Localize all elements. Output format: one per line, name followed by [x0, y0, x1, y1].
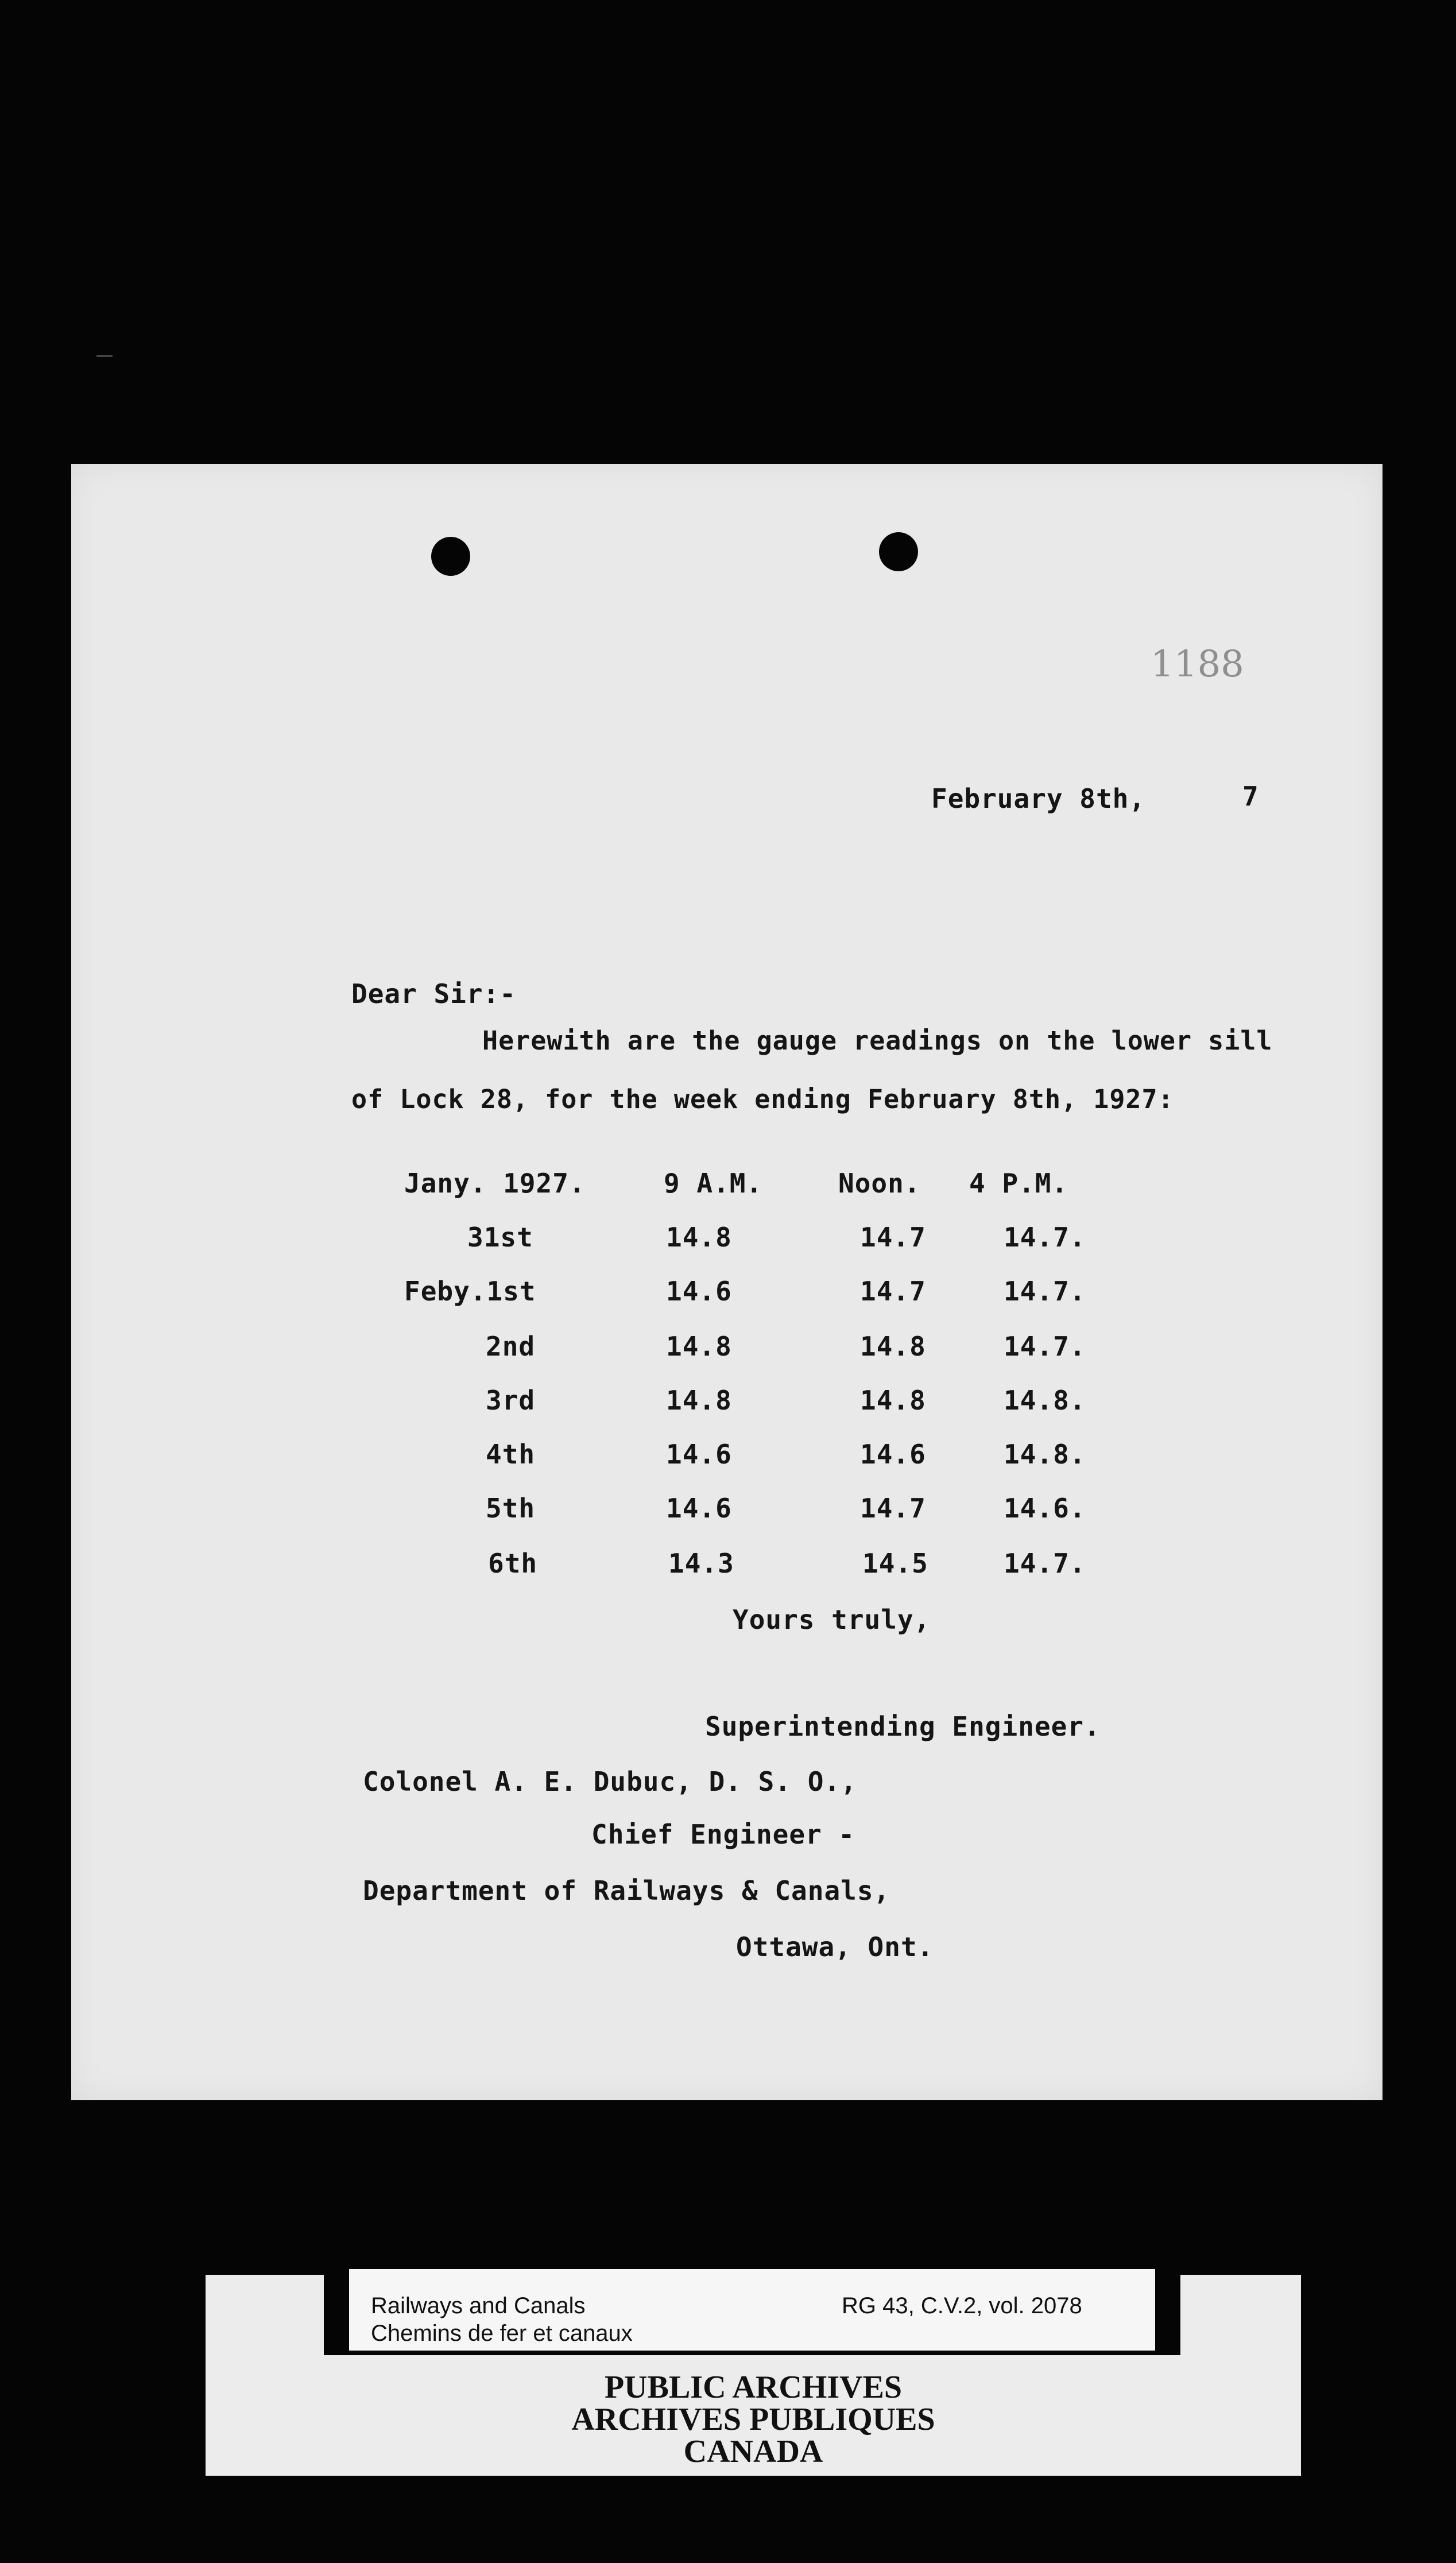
reading-9am: 14.3 [668, 1548, 734, 1579]
recipient-department: Department of Railways & Canals, [363, 1875, 890, 1906]
reading-9am: 14.8 [666, 1385, 732, 1416]
archive-reference: RG 43, C.V.2, vol. 2078 [842, 2293, 1082, 2318]
punch-hole-left [431, 537, 470, 576]
reading-4pm: 14.7. [1004, 1331, 1086, 1362]
header-noon: Noon. [838, 1168, 921, 1199]
reading-noon: 14.8 [860, 1331, 926, 1362]
salutation: Dear Sir:- [351, 978, 516, 1009]
reading-4pm: 14.6. [1004, 1493, 1086, 1524]
letter-date-trailing: 7 [1242, 781, 1259, 812]
reading-noon: 14.7 [860, 1222, 926, 1253]
header-9am: 9 A.M. [664, 1168, 763, 1199]
archive-name-en: PUBLIC ARCHIVES [604, 2370, 903, 2405]
reading-4pm: 14.7. [1004, 1222, 1086, 1253]
reading-4pm: 14.7. [1004, 1548, 1086, 1579]
body-line-2: of Lock 28, for the week ending February 8th, 1927: [351, 1084, 1174, 1114]
header-4pm: 4 P.M. [969, 1168, 1068, 1199]
closing: Yours truly, [733, 1604, 931, 1635]
reading-4pm: 14.7. [1004, 1276, 1086, 1307]
reading-noon: 14.6 [860, 1439, 926, 1470]
body-line-1: Herewith are the gauge readings on the lower sill [482, 1025, 1273, 1056]
film-edge-mark [96, 355, 113, 357]
reading-9am: 14.8 [666, 1331, 732, 1362]
reading-noon: 14.7 [860, 1276, 926, 1307]
reading-9am: 14.6 [666, 1276, 732, 1307]
archive-name-fr: ARCHIVES PUBLIQUES [571, 2402, 935, 2437]
row-date: 31st [467, 1222, 533, 1253]
letter-date: February 8th, [931, 783, 1146, 814]
file-number-stamp: 1188 [1151, 643, 1244, 686]
fonds-name-en: Railways and Canals [371, 2293, 586, 2318]
recipient-city: Ottawa, Ont. [736, 1931, 934, 1962]
row-date: 3rd [486, 1385, 536, 1416]
row-date: 5th [486, 1493, 536, 1524]
recipient-title: Chief Engineer - [591, 1819, 855, 1850]
row-date: 4th [486, 1439, 536, 1470]
reading-9am: 14.6 [666, 1493, 732, 1524]
fonds-name-fr: Chemins de fer et canaux [371, 2321, 633, 2346]
reading-4pm: 14.8. [1004, 1385, 1086, 1416]
header-date: Jany. 1927. [404, 1168, 586, 1199]
reading-noon: 14.5 [862, 1548, 928, 1579]
punch-hole-right [879, 532, 918, 571]
letter-page [71, 464, 1383, 2100]
archive-country: CANADA [683, 2434, 823, 2469]
reading-noon: 14.7 [860, 1493, 926, 1524]
row-date: 2nd [486, 1331, 536, 1362]
reading-4pm: 14.8. [1004, 1439, 1086, 1470]
reading-noon: 14.8 [860, 1385, 926, 1416]
row-date: Feby.1st [404, 1276, 536, 1307]
reading-9am: 14.8 [666, 1222, 732, 1253]
reading-9am: 14.6 [666, 1439, 732, 1470]
signature-title: Superintending Engineer. [705, 1711, 1101, 1742]
row-date: 6th [488, 1548, 538, 1579]
recipient-name: Colonel A. E. Dubuc, D. S. O., [363, 1766, 857, 1797]
